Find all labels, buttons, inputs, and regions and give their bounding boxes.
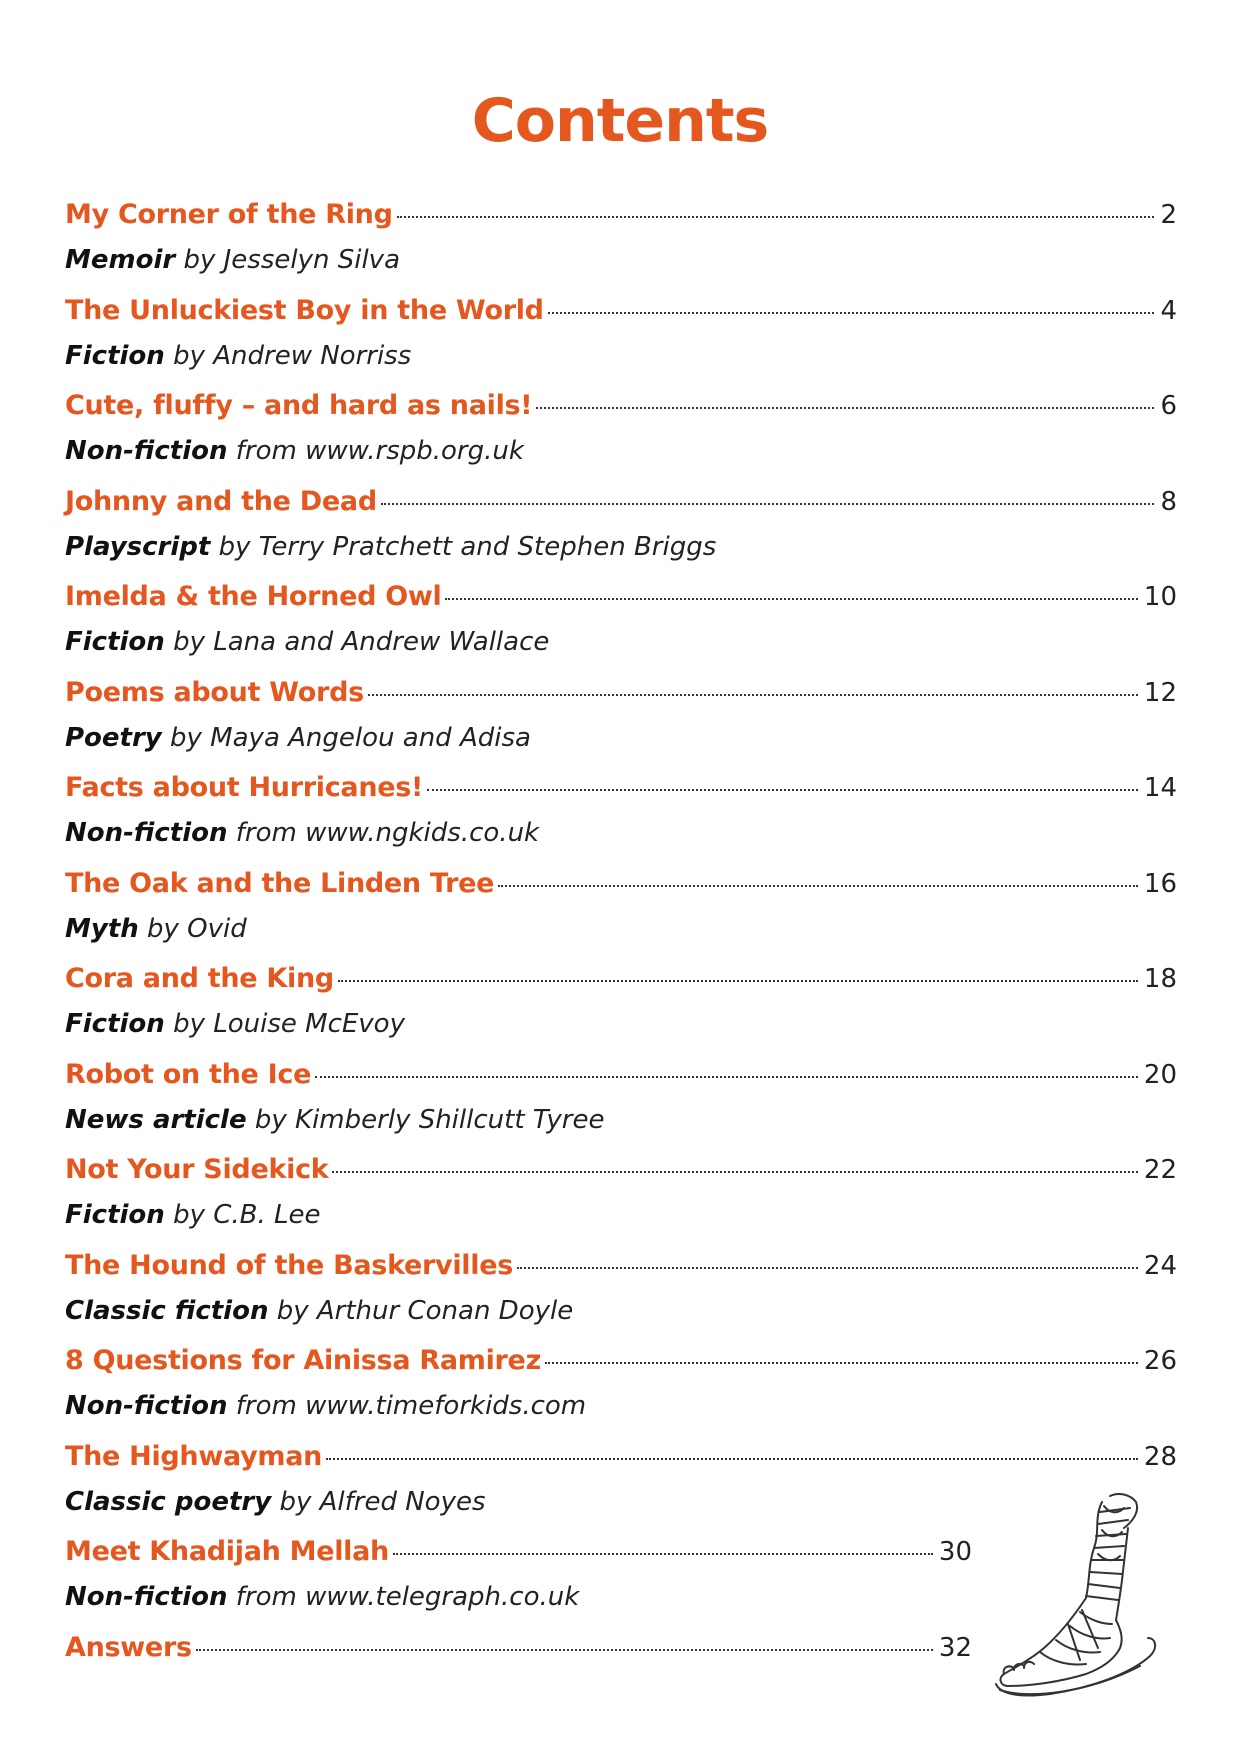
entry-byline: from www.rspb.org.uk (235, 436, 524, 466)
entry-title[interactable]: Imelda & the Horned Owl (65, 581, 442, 612)
entry-byline: by Terry Pratchett and Stephen Briggs (218, 531, 717, 562)
page-number: 10 (1143, 582, 1177, 612)
entry-byline: by Andrew Norriss (173, 340, 412, 371)
contents-entry (65, 486, 1177, 582)
dot-leader (445, 598, 1137, 600)
entry-title[interactable]: Poems about Words (65, 676, 364, 708)
entry-title[interactable]: The Oak and the Linden Tree (65, 867, 495, 899)
contents-entry (65, 390, 1177, 486)
entry-genre: Non-fiction (65, 1391, 228, 1421)
page-number: 20 (1143, 1059, 1177, 1090)
entry-byline: from www.timeforkids.com (235, 1391, 587, 1421)
dot-leader (196, 1649, 933, 1651)
dot-leader (332, 1171, 1137, 1173)
entry-genre: Classic poetry (65, 1486, 272, 1517)
contents-entry (65, 677, 1177, 773)
dot-leader (397, 216, 1155, 218)
dot-leader (536, 407, 1154, 409)
entry-title[interactable]: Facts about Hurricanes! (65, 772, 424, 803)
contents-entry (65, 1250, 1177, 1346)
dot-leader (326, 1458, 1138, 1460)
dot-leader (315, 1076, 1138, 1078)
contents-entry (65, 772, 1177, 868)
entry-title[interactable]: The Hound of the Baskervilles (65, 1249, 513, 1281)
dot-leader (498, 885, 1138, 887)
contents-entry (65, 581, 1177, 677)
page-number: 28 (1143, 1441, 1177, 1472)
page-number: 6 (1160, 391, 1177, 421)
dot-leader (393, 1553, 933, 1555)
entry-genre: Poetry (65, 722, 162, 753)
page-number: 32 (938, 1632, 972, 1663)
dot-leader (548, 312, 1155, 314)
entry-byline: from www.ngkids.co.uk (235, 818, 540, 848)
entry-byline: by Arthur Conan Doyle (276, 1295, 574, 1326)
page-number: 24 (1143, 1250, 1177, 1281)
entry-title[interactable]: Robot on the Ice (65, 1058, 312, 1090)
page-number: 18 (1143, 964, 1177, 994)
page-number: 12 (1143, 677, 1177, 708)
entry-title[interactable]: My Corner of the Ring (65, 199, 393, 230)
page-number: 16 (1143, 868, 1177, 899)
entry-genre: Non-fiction (65, 436, 228, 466)
entry-genre: Fiction (65, 1009, 165, 1039)
dot-leader (338, 980, 1138, 982)
entry-genre: Memoir (65, 245, 176, 275)
page-title: Contents (471, 86, 769, 156)
entry-byline: by Jesselyn Silva (183, 245, 400, 275)
entry-genre: Non-fiction (65, 1582, 228, 1612)
entry-byline: by Lana and Andrew Wallace (173, 627, 550, 657)
entry-byline: from www.telegraph.co.uk (235, 1582, 580, 1612)
entry-genre: Fiction (65, 340, 165, 371)
entry-genre: Myth (65, 913, 139, 944)
contents-entry (65, 963, 1177, 1059)
entry-title[interactable]: The Highwayman (65, 1440, 323, 1472)
entry-byline: by Kimberly Shillcutt Tyree (254, 1104, 605, 1135)
page-number: 8 (1160, 486, 1177, 517)
entry-genre: Classic fiction (65, 1295, 269, 1326)
entry-genre: News article (65, 1104, 247, 1135)
entry-title[interactable]: Cora and the King (65, 963, 334, 994)
entry-genre: Non-fiction (65, 818, 228, 848)
entry-title[interactable]: The Unluckiest Boy in the World (65, 294, 544, 326)
contents-entry (65, 1059, 1177, 1155)
dot-leader (427, 789, 1138, 791)
entry-byline: by Alfred Noyes (279, 1486, 486, 1517)
page-number: 30 (938, 1537, 972, 1567)
sandal-drawing (990, 1488, 1180, 1708)
entry-byline: by Louise McEvoy (173, 1009, 405, 1039)
dot-leader (545, 1362, 1138, 1364)
entry-byline: by Ovid (147, 913, 247, 944)
entry-title[interactable]: Cute, fluffy – and hard as nails! (65, 390, 533, 421)
contents-entry (65, 868, 1177, 964)
page-number: 14 (1143, 773, 1177, 803)
entry-genre: Fiction (65, 627, 165, 657)
entry-title[interactable]: Answers (65, 1631, 192, 1663)
contents-entry (65, 1154, 1177, 1250)
entry-genre: Playscript (65, 531, 211, 562)
dot-leader (517, 1267, 1138, 1269)
entry-byline: by C.B. Lee (173, 1200, 321, 1230)
page-number: 4 (1160, 295, 1177, 326)
dot-leader (381, 503, 1155, 505)
page-number: 26 (1143, 1346, 1177, 1376)
entry-byline: by Maya Angelou and Adisa (170, 722, 531, 753)
entry-title[interactable]: Johnny and the Dead (65, 485, 377, 517)
page-number: 22 (1143, 1155, 1177, 1185)
contents-entry (65, 199, 1177, 295)
entry-title[interactable]: 8 Questions for Ainissa Ramirez (65, 1345, 541, 1376)
contents-entry (65, 1345, 1177, 1441)
dot-leader (368, 694, 1138, 696)
entry-title[interactable]: Not Your Sidekick (65, 1154, 329, 1185)
contents-entry (65, 295, 1177, 391)
entry-title[interactable]: Meet Khadijah Mellah (65, 1536, 389, 1567)
page-number: 2 (1160, 200, 1177, 230)
entry-genre: Fiction (65, 1200, 165, 1230)
